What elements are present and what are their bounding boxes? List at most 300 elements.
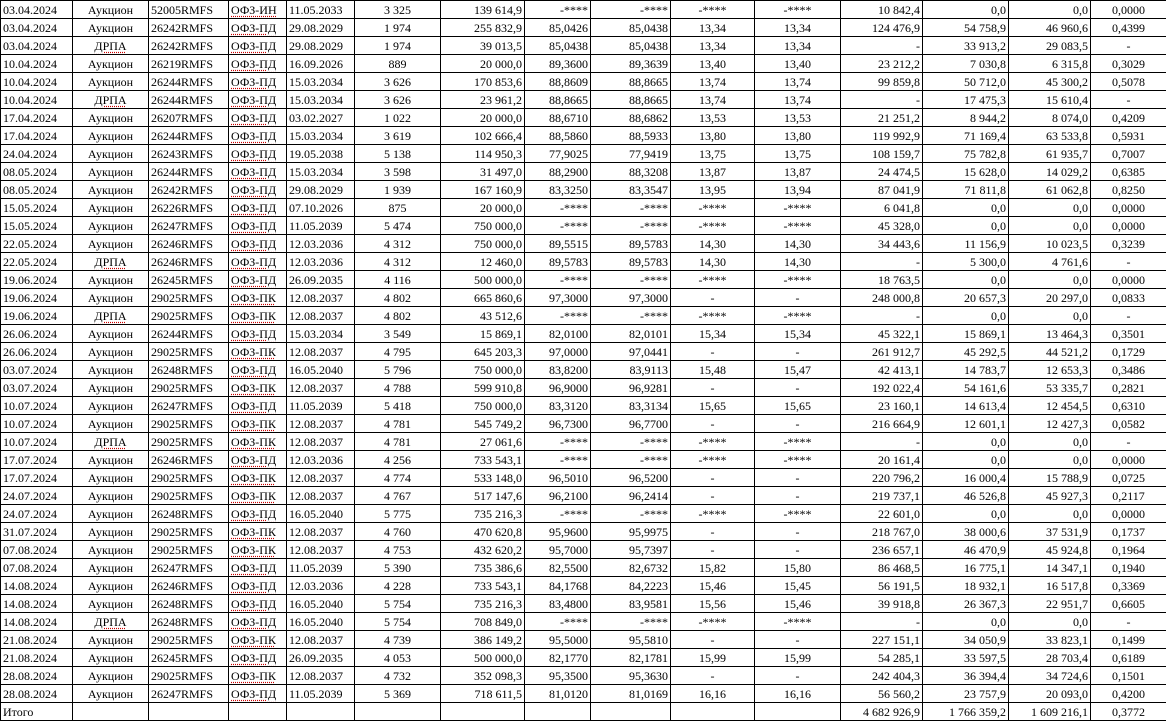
total-demand: 4 682 926,9 — [841, 703, 923, 721]
cutoff-yield-cell: - — [671, 343, 755, 361]
issue-code-cell: 26247RMFS — [149, 559, 229, 577]
weighted-avg-price-cell: 84,2223 — [591, 577, 671, 595]
demand-volume-cell: 22 601,0 — [841, 505, 923, 523]
cutoff-yield-cell: 13,74 — [671, 73, 755, 91]
operation-type-cell: Аукцион — [73, 361, 149, 379]
total-placed-cash: 1 609 216,1 — [1009, 703, 1091, 721]
issue-code-cell: 26248RMFS — [149, 595, 229, 613]
demand-volume-cell: - — [841, 37, 923, 55]
demand-volume-cell: 6 041,8 — [841, 199, 923, 217]
placement-ratio-cell: 0,1501 — [1091, 667, 1166, 685]
days-to-maturity-cell: 4 781 — [355, 433, 441, 451]
bond-type-cell: ОФЗ-ПД — [229, 73, 287, 91]
maturity-date-cell: 29.08.2029 — [287, 19, 355, 37]
demand-volume-cell: 20 161,4 — [841, 451, 923, 469]
cutoff-yield-cell: - — [671, 289, 755, 307]
placed-cash-cell: 45 924,8 — [1009, 541, 1091, 559]
weighted-avg-yield-cell: - — [755, 343, 841, 361]
weighted-avg-yield-cell: -**** — [755, 1, 841, 19]
operation-type-cell: Аукцион — [73, 649, 149, 667]
days-to-maturity-cell: 4 739 — [355, 631, 441, 649]
cutoff-price-cell: 84,1768 — [525, 577, 591, 595]
operation-type-cell: Аукцион — [73, 325, 149, 343]
operation-type-cell: Аукцион — [73, 505, 149, 523]
offered-volume-cell: 31 497,0 — [441, 163, 525, 181]
placed-cash-cell: 6 315,8 — [1009, 55, 1091, 73]
table-row — [1, 127, 1166, 145]
issue-code-cell: 26242RMFS — [149, 37, 229, 55]
placed-nominal-cell: 33 597,5 — [923, 649, 1009, 667]
weighted-avg-yield-cell: 13,74 — [755, 91, 841, 109]
table-row — [1, 163, 1166, 181]
placement-ratio-cell: - — [1091, 91, 1166, 109]
auction-date-cell: 17.04.2024 — [1, 109, 73, 127]
operation-type-cell: Аукцион — [73, 1, 149, 19]
issue-code-cell: 29025RMFS — [149, 379, 229, 397]
demand-volume-cell: 236 657,1 — [841, 541, 923, 559]
demand-volume-cell: 54 285,1 — [841, 649, 923, 667]
demand-volume-cell: 10 842,4 — [841, 1, 923, 19]
offered-volume-cell: 500 000,0 — [441, 649, 525, 667]
cutoff-price-cell: 85,0426 — [525, 19, 591, 37]
weighted-avg-price-cell: -**** — [591, 199, 671, 217]
weighted-avg-price-cell: 82,6732 — [591, 559, 671, 577]
placed-nominal-cell: 23 757,9 — [923, 685, 1009, 703]
maturity-date-cell: 15.03.2034 — [287, 325, 355, 343]
demand-volume-cell: 227 151,1 — [841, 631, 923, 649]
days-to-maturity-cell: 5 796 — [355, 361, 441, 379]
cutoff-yield-cell: - — [671, 667, 755, 685]
placed-cash-cell: 34 724,6 — [1009, 667, 1091, 685]
demand-volume-cell: 86 468,5 — [841, 559, 923, 577]
placed-cash-cell: 61 935,7 — [1009, 145, 1091, 163]
table-row — [1, 253, 1166, 271]
offered-volume-cell: 20 000,0 — [441, 55, 525, 73]
issue-code-cell: 26207RMFS — [149, 109, 229, 127]
maturity-date-cell: 15.03.2034 — [287, 127, 355, 145]
demand-volume-cell: 39 918,8 — [841, 595, 923, 613]
placed-cash-cell: 45 300,2 — [1009, 73, 1091, 91]
weighted-avg-yield-cell: 13,40 — [755, 55, 841, 73]
bond-type-cell: ОФЗ-ПД — [229, 145, 287, 163]
total-empty-cell — [525, 703, 591, 721]
placed-nominal-cell: 20 657,3 — [923, 289, 1009, 307]
weighted-avg-yield-cell: 16,16 — [755, 685, 841, 703]
issue-code-cell: 29025RMFS — [149, 541, 229, 559]
table-row — [1, 217, 1166, 235]
placed-nominal-cell: 14 613,4 — [923, 397, 1009, 415]
table-row — [1, 145, 1166, 163]
cutoff-price-cell: 83,3120 — [525, 397, 591, 415]
demand-volume-cell: 87 041,9 — [841, 181, 923, 199]
placed-cash-cell: 20 093,0 — [1009, 685, 1091, 703]
table-row — [1, 325, 1166, 343]
cutoff-yield-cell: 16,16 — [671, 685, 755, 703]
bond-type-cell: ОФЗ-ПД — [229, 577, 287, 595]
maturity-date-cell: 11.05.2039 — [287, 397, 355, 415]
placement-ratio-cell: 0,6310 — [1091, 397, 1166, 415]
offered-volume-cell: 517 147,6 — [441, 487, 525, 505]
placed-cash-cell: 22 951,7 — [1009, 595, 1091, 613]
auction-date-cell: 17.07.2024 — [1, 469, 73, 487]
maturity-date-cell: 16.05.2040 — [287, 505, 355, 523]
cutoff-yield-cell: 14,30 — [671, 235, 755, 253]
weighted-avg-yield-cell: 15,80 — [755, 559, 841, 577]
total-label: Итого — [1, 703, 73, 721]
placed-nominal-cell: 15 869,1 — [923, 325, 1009, 343]
demand-volume-cell: 23 212,2 — [841, 55, 923, 73]
maturity-date-cell: 12.08.2037 — [287, 523, 355, 541]
auction-date-cell: 17.04.2024 — [1, 127, 73, 145]
issue-code-cell: 26247RMFS — [149, 685, 229, 703]
placement-ratio-cell: 0,0000 — [1091, 1, 1166, 19]
issue-code-cell: 26219RMFS — [149, 55, 229, 73]
days-to-maturity-cell: 5 474 — [355, 217, 441, 235]
auction-date-cell: 08.05.2024 — [1, 163, 73, 181]
operation-type-cell: Аукцион — [73, 451, 149, 469]
offered-volume-cell: 470 620,8 — [441, 523, 525, 541]
cutoff-yield-cell: 15,34 — [671, 325, 755, 343]
weighted-avg-yield-cell: 13,75 — [755, 145, 841, 163]
placement-ratio-cell: 0,0833 — [1091, 289, 1166, 307]
cutoff-price-cell: 88,2900 — [525, 163, 591, 181]
auction-date-cell: 03.07.2024 — [1, 379, 73, 397]
cutoff-price-cell: 88,8609 — [525, 73, 591, 91]
cutoff-price-cell: 96,5010 — [525, 469, 591, 487]
placed-cash-cell: 46 960,6 — [1009, 19, 1091, 37]
placed-nominal-cell: 50 712,0 — [923, 73, 1009, 91]
operation-type-cell: Аукцион — [73, 235, 149, 253]
cutoff-price-cell: 95,3500 — [525, 667, 591, 685]
placed-cash-cell: 45 927,3 — [1009, 487, 1091, 505]
weighted-avg-price-cell: 85,0438 — [591, 37, 671, 55]
placed-nominal-cell: 8 944,2 — [923, 109, 1009, 127]
bond-type-cell: ОФЗ-ПД — [229, 451, 287, 469]
offered-volume-cell: 735 216,3 — [441, 505, 525, 523]
weighted-avg-yield-cell: 13,74 — [755, 73, 841, 91]
days-to-maturity-cell: 1 022 — [355, 109, 441, 127]
auction-date-cell: 21.08.2024 — [1, 649, 73, 667]
table-row — [1, 307, 1166, 325]
issue-code-cell: 26248RMFS — [149, 613, 229, 631]
operation-type-cell: Аукцион — [73, 19, 149, 37]
auction-date-cell: 24.07.2024 — [1, 505, 73, 523]
placement-ratio-cell: 0,1737 — [1091, 523, 1166, 541]
cutoff-price-cell: 88,8665 — [525, 91, 591, 109]
cutoff-yield-cell: 13,87 — [671, 163, 755, 181]
weighted-avg-yield-cell: 14,30 — [755, 253, 841, 271]
demand-volume-cell: 248 000,8 — [841, 289, 923, 307]
maturity-date-cell: 19.05.2038 — [287, 145, 355, 163]
operation-type-cell: Аукцион — [73, 667, 149, 685]
bond-type-cell: ОФЗ-ПК — [229, 415, 287, 433]
placed-nominal-cell: 0,0 — [923, 307, 1009, 325]
weighted-avg-price-cell: 95,3630 — [591, 667, 671, 685]
days-to-maturity-cell: 5 775 — [355, 505, 441, 523]
issue-code-cell: 26244RMFS — [149, 325, 229, 343]
days-to-maturity-cell: 4 312 — [355, 253, 441, 271]
issue-code-cell: 26244RMFS — [149, 127, 229, 145]
weighted-avg-price-cell: 77,9419 — [591, 145, 671, 163]
demand-volume-cell: 219 737,1 — [841, 487, 923, 505]
maturity-date-cell: 12.08.2037 — [287, 631, 355, 649]
maturity-date-cell: 16.05.2040 — [287, 361, 355, 379]
cutoff-yield-cell: 13,34 — [671, 19, 755, 37]
offered-volume-cell: 533 148,0 — [441, 469, 525, 487]
bond-type-cell: ОФЗ-ПК — [229, 433, 287, 451]
cutoff-yield-cell: 15,48 — [671, 361, 755, 379]
table-row — [1, 397, 1166, 415]
placed-nominal-cell: 0,0 — [923, 199, 1009, 217]
placed-cash-cell: 0,0 — [1009, 433, 1091, 451]
days-to-maturity-cell: 5 390 — [355, 559, 441, 577]
cutoff-yield-cell: - — [671, 487, 755, 505]
cutoff-price-cell: 89,3600 — [525, 55, 591, 73]
placement-ratio-cell: 0,6385 — [1091, 163, 1166, 181]
offered-volume-cell: 20 000,0 — [441, 109, 525, 127]
table-row — [1, 595, 1166, 613]
offered-volume-cell: 545 749,2 — [441, 415, 525, 433]
total-empty-cell — [441, 703, 525, 721]
auction-date-cell: 19.06.2024 — [1, 289, 73, 307]
placed-cash-cell: 10 023,5 — [1009, 235, 1091, 253]
auction-date-cell: 03.04.2024 — [1, 37, 73, 55]
bond-type-cell: ОФЗ-ПД — [229, 595, 287, 613]
placed-cash-cell: 0,0 — [1009, 451, 1091, 469]
operation-type-cell: Аукцион — [73, 379, 149, 397]
placed-cash-cell: 63 533,8 — [1009, 127, 1091, 145]
placement-ratio-cell: 0,7007 — [1091, 145, 1166, 163]
operation-type-cell: Аукцион — [73, 487, 149, 505]
cutoff-price-cell: 97,3000 — [525, 289, 591, 307]
placement-ratio-cell: 0,6605 — [1091, 595, 1166, 613]
bond-type-cell: ОФЗ-ПК — [229, 487, 287, 505]
table-row — [1, 379, 1166, 397]
placement-ratio-cell: 0,4399 — [1091, 19, 1166, 37]
demand-volume-cell: 216 664,9 — [841, 415, 923, 433]
days-to-maturity-cell: 1 974 — [355, 37, 441, 55]
auction-date-cell: 10.07.2024 — [1, 433, 73, 451]
table-row — [1, 199, 1166, 217]
weighted-avg-yield-cell: - — [755, 379, 841, 397]
placement-ratio-cell: 0,6189 — [1091, 649, 1166, 667]
maturity-date-cell: 12.03.2036 — [287, 253, 355, 271]
placement-ratio-cell: 0,0725 — [1091, 469, 1166, 487]
weighted-avg-yield-cell: 13,34 — [755, 37, 841, 55]
offered-volume-cell: 645 203,3 — [441, 343, 525, 361]
maturity-date-cell: 15.03.2034 — [287, 163, 355, 181]
bond-type-cell: ОФЗ-ПД — [229, 37, 287, 55]
cutoff-price-cell: -**** — [525, 613, 591, 631]
placement-ratio-cell: 0,0000 — [1091, 217, 1166, 235]
auction-date-cell: 19.06.2024 — [1, 307, 73, 325]
total-empty-cell — [671, 703, 755, 721]
offered-volume-cell: 750 000,0 — [441, 397, 525, 415]
weighted-avg-yield-cell: 15,47 — [755, 361, 841, 379]
maturity-date-cell: 07.10.2026 — [287, 199, 355, 217]
demand-volume-cell: - — [841, 253, 923, 271]
demand-volume-cell: 218 767,0 — [841, 523, 923, 541]
bond-type-cell: ОФЗ-ПД — [229, 55, 287, 73]
operation-type-cell: ДРПА — [73, 433, 149, 451]
auction-date-cell: 24.04.2024 — [1, 145, 73, 163]
maturity-date-cell: 12.08.2037 — [287, 343, 355, 361]
weighted-avg-price-cell: 88,8665 — [591, 91, 671, 109]
cutoff-price-cell: 88,6710 — [525, 109, 591, 127]
demand-volume-cell: - — [841, 307, 923, 325]
operation-type-cell: Аукцион — [73, 685, 149, 703]
weighted-avg-price-cell: 96,5200 — [591, 469, 671, 487]
offered-volume-cell: 43 512,6 — [441, 307, 525, 325]
cutoff-yield-cell: - — [671, 541, 755, 559]
maturity-date-cell: 16.05.2040 — [287, 595, 355, 613]
cutoff-yield-cell: 14,30 — [671, 253, 755, 271]
table-row — [1, 559, 1166, 577]
issue-code-cell: 26226RMFS — [149, 199, 229, 217]
cutoff-price-cell: 89,5515 — [525, 235, 591, 253]
placed-cash-cell: 12 454,5 — [1009, 397, 1091, 415]
cutoff-price-cell: 88,5860 — [525, 127, 591, 145]
bond-type-cell: ОФЗ-ПД — [229, 91, 287, 109]
bond-type-cell: ОФЗ-ПД — [229, 397, 287, 415]
bond-type-cell: ОФЗ-ПД — [229, 163, 287, 181]
days-to-maturity-cell: 4 788 — [355, 379, 441, 397]
placement-ratio-cell: 0,1729 — [1091, 343, 1166, 361]
cutoff-yield-cell: -**** — [671, 199, 755, 217]
demand-volume-cell: 45 322,1 — [841, 325, 923, 343]
weighted-avg-price-cell: 83,3134 — [591, 397, 671, 415]
bond-type-cell: ОФЗ-ПК — [229, 307, 287, 325]
weighted-avg-yield-cell: 15,46 — [755, 595, 841, 613]
placement-ratio-cell: - — [1091, 37, 1166, 55]
weighted-avg-yield-cell: - — [755, 487, 841, 505]
total-empty-cell — [355, 703, 441, 721]
demand-volume-cell: 45 328,0 — [841, 217, 923, 235]
weighted-avg-yield-cell: -**** — [755, 217, 841, 235]
demand-volume-cell: - — [841, 433, 923, 451]
placed-cash-cell: 8 074,0 — [1009, 109, 1091, 127]
operation-type-cell: Аукцион — [73, 73, 149, 91]
placement-ratio-cell: 0,1964 — [1091, 541, 1166, 559]
cutoff-price-cell: -**** — [525, 217, 591, 235]
bond-type-cell: ОФЗ-ПД — [229, 505, 287, 523]
placed-cash-cell: 0,0 — [1009, 199, 1091, 217]
placed-nominal-cell: 0,0 — [923, 217, 1009, 235]
weighted-avg-price-cell: 88,5933 — [591, 127, 671, 145]
issue-code-cell: 29025RMFS — [149, 433, 229, 451]
bond-type-cell: ОФЗ-ПК — [229, 343, 287, 361]
demand-volume-cell: 34 443,6 — [841, 235, 923, 253]
weighted-avg-yield-cell: 14,30 — [755, 235, 841, 253]
auction-date-cell: 14.08.2024 — [1, 613, 73, 631]
placement-ratio-cell: 0,2117 — [1091, 487, 1166, 505]
issue-code-cell: 26245RMFS — [149, 271, 229, 289]
days-to-maturity-cell: 4 732 — [355, 667, 441, 685]
weighted-avg-price-cell: 95,5810 — [591, 631, 671, 649]
table-row — [1, 433, 1166, 451]
weighted-avg-price-cell: 89,5783 — [591, 253, 671, 271]
cutoff-price-cell: 95,7000 — [525, 541, 591, 559]
offered-volume-cell: 352 098,3 — [441, 667, 525, 685]
placement-ratio-cell: 0,1499 — [1091, 631, 1166, 649]
operation-type-cell: Аукцион — [73, 55, 149, 73]
offered-volume-cell: 139 614,9 — [441, 1, 525, 19]
maturity-date-cell: 15.03.2034 — [287, 73, 355, 91]
table-row — [1, 685, 1166, 703]
weighted-avg-price-cell: 96,9281 — [591, 379, 671, 397]
bond-type-cell: ОФЗ-ПК — [229, 523, 287, 541]
days-to-maturity-cell: 5 138 — [355, 145, 441, 163]
total-empty-cell — [229, 703, 287, 721]
placement-ratio-cell: - — [1091, 613, 1166, 631]
demand-volume-cell: 242 404,3 — [841, 667, 923, 685]
auction-date-cell: 31.07.2024 — [1, 523, 73, 541]
cutoff-price-cell: 83,8200 — [525, 361, 591, 379]
placed-cash-cell: 16 517,8 — [1009, 577, 1091, 595]
cutoff-price-cell: 97,0000 — [525, 343, 591, 361]
issue-code-cell: 29025RMFS — [149, 631, 229, 649]
maturity-date-cell: 26.09.2035 — [287, 649, 355, 667]
days-to-maturity-cell: 889 — [355, 55, 441, 73]
placed-nominal-cell: 46 470,9 — [923, 541, 1009, 559]
offered-volume-cell: 718 611,5 — [441, 685, 525, 703]
placement-ratio-cell: 0,0000 — [1091, 451, 1166, 469]
bond-type-cell: ОФЗ-ПК — [229, 379, 287, 397]
placed-cash-cell: 29 083,5 — [1009, 37, 1091, 55]
issue-code-cell: 26244RMFS — [149, 73, 229, 91]
issue-code-cell: 29025RMFS — [149, 469, 229, 487]
operation-type-cell: Аукцион — [73, 415, 149, 433]
days-to-maturity-cell: 5 418 — [355, 397, 441, 415]
weighted-avg-yield-cell: 15,99 — [755, 649, 841, 667]
auction-date-cell: 17.07.2024 — [1, 451, 73, 469]
operation-type-cell: Аукцион — [73, 559, 149, 577]
total-empty-cell — [149, 703, 229, 721]
offered-volume-cell: 708 849,0 — [441, 613, 525, 631]
table-row — [1, 37, 1166, 55]
demand-volume-cell: 21 251,2 — [841, 109, 923, 127]
placed-nominal-cell: 18 932,1 — [923, 577, 1009, 595]
bond-type-cell: ОФЗ-ПД — [229, 685, 287, 703]
placement-ratio-cell: 0,1940 — [1091, 559, 1166, 577]
placed-cash-cell: 12 427,3 — [1009, 415, 1091, 433]
maturity-date-cell: 12.08.2037 — [287, 415, 355, 433]
placement-ratio-cell: 0,8250 — [1091, 181, 1166, 199]
offered-volume-cell: 386 149,2 — [441, 631, 525, 649]
cutoff-yield-cell: -**** — [671, 451, 755, 469]
cutoff-yield-cell: 13,74 — [671, 91, 755, 109]
issue-code-cell: 29025RMFS — [149, 415, 229, 433]
maturity-date-cell: 11.05.2039 — [287, 217, 355, 235]
operation-type-cell: Аукцион — [73, 577, 149, 595]
days-to-maturity-cell: 4 053 — [355, 649, 441, 667]
operation-type-cell: ДРПА — [73, 37, 149, 55]
cutoff-price-cell: 82,5500 — [525, 559, 591, 577]
table-row — [1, 109, 1166, 127]
placed-cash-cell: 37 531,9 — [1009, 523, 1091, 541]
cutoff-yield-cell: - — [671, 379, 755, 397]
placed-cash-cell: 15 788,9 — [1009, 469, 1091, 487]
placed-cash-cell: 15 610,4 — [1009, 91, 1091, 109]
auction-date-cell: 21.08.2024 — [1, 631, 73, 649]
placed-nominal-cell: 45 292,5 — [923, 343, 1009, 361]
weighted-avg-price-cell: 83,9113 — [591, 361, 671, 379]
auction-date-cell: 07.08.2024 — [1, 559, 73, 577]
days-to-maturity-cell: 4 228 — [355, 577, 441, 595]
demand-volume-cell: 56 560,2 — [841, 685, 923, 703]
offered-volume-cell: 432 620,2 — [441, 541, 525, 559]
bond-type-cell: ОФЗ-ПК — [229, 289, 287, 307]
